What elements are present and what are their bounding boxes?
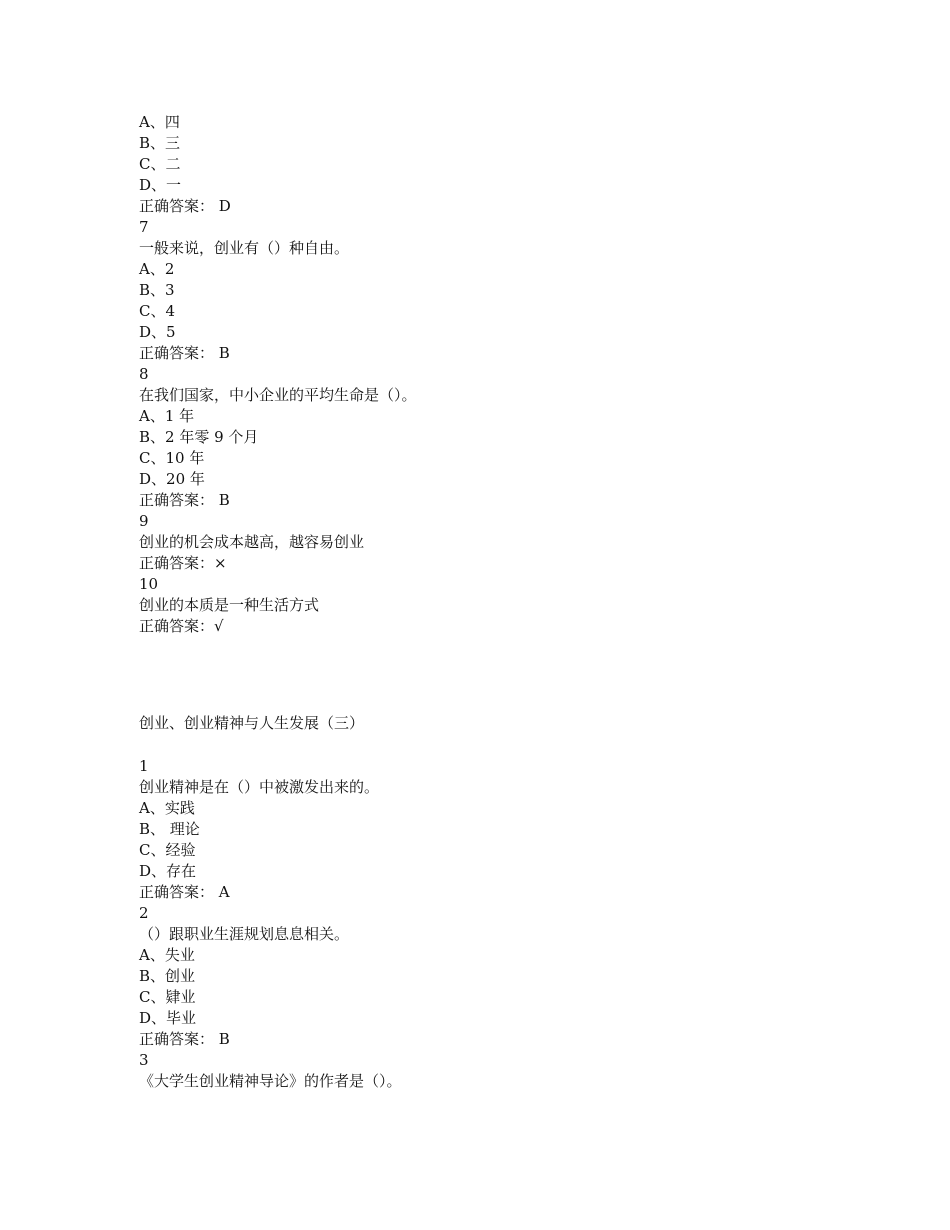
- question-number: 7: [139, 218, 149, 236]
- question-text: 《大学生创业精神导论》的作者是（）。: [139, 1072, 402, 1090]
- option-b: B、3: [139, 281, 175, 299]
- answer-line: 正确答案：√: [139, 617, 224, 635]
- answer-line: 正确答案： D: [139, 197, 231, 215]
- section-title-block: [139, 713, 899, 734]
- question-number: 10: [139, 575, 159, 593]
- answer-line: 正确答案： B: [139, 344, 230, 362]
- option-d: D、存在: [139, 862, 197, 880]
- answer-line: 正确答案：×: [139, 554, 227, 572]
- option-c: C、10 年: [139, 449, 205, 467]
- option-a: A、实践: [139, 799, 195, 817]
- option-d: D、毕业: [139, 1009, 197, 1027]
- answer-line: 正确答案： B: [139, 491, 230, 509]
- question-text: 创业的本质是一种生活方式: [139, 596, 320, 614]
- section-spacer: [139, 637, 899, 713]
- section-title-spacer: [139, 734, 899, 756]
- question-block-continued: [139, 112, 899, 637]
- option-a: A、2: [139, 260, 175, 278]
- option-d: D、20 年: [139, 470, 205, 488]
- option-a: A、1 年: [139, 407, 195, 425]
- option-a: A、失业: [139, 946, 195, 964]
- option-b: B、创业: [139, 967, 196, 985]
- option-b: B、2 年零 9 个月: [139, 428, 259, 446]
- section-title: 创业、创业精神与人生发展（三）: [139, 714, 365, 732]
- question-text: 在我们国家，中小企业的平均生命是（）。: [139, 386, 417, 404]
- question-number: 3: [139, 1051, 149, 1069]
- question-number: 2: [139, 904, 149, 922]
- answer-line: 正确答案： A: [139, 883, 230, 901]
- option-a: A、四: [139, 113, 180, 131]
- question-text: 一般来说，创业有（）种自由。: [139, 239, 350, 257]
- question-text: 创业精神是在（）中被激发出来的。: [139, 778, 380, 796]
- question-block-section-two: [139, 756, 899, 1092]
- option-b: B、 理论: [139, 820, 200, 838]
- question-text: （）跟职业生涯规划息息相关。: [139, 925, 350, 943]
- question-text: 创业的机会成本越高，越容易创业: [139, 533, 365, 551]
- option-d: D、5: [139, 323, 176, 341]
- document-page: [139, 112, 899, 1092]
- option-b: B、三: [139, 134, 181, 152]
- question-number: 1: [139, 757, 149, 775]
- question-number: 9: [139, 512, 149, 530]
- option-c: C、4: [139, 302, 176, 320]
- option-c: C、经验: [139, 841, 196, 859]
- answer-line: 正确答案： B: [139, 1030, 230, 1048]
- option-c: C、二: [139, 155, 181, 173]
- option-c: C、肄业: [139, 988, 196, 1006]
- question-number: 8: [139, 365, 149, 383]
- option-d: D、一: [139, 176, 182, 194]
